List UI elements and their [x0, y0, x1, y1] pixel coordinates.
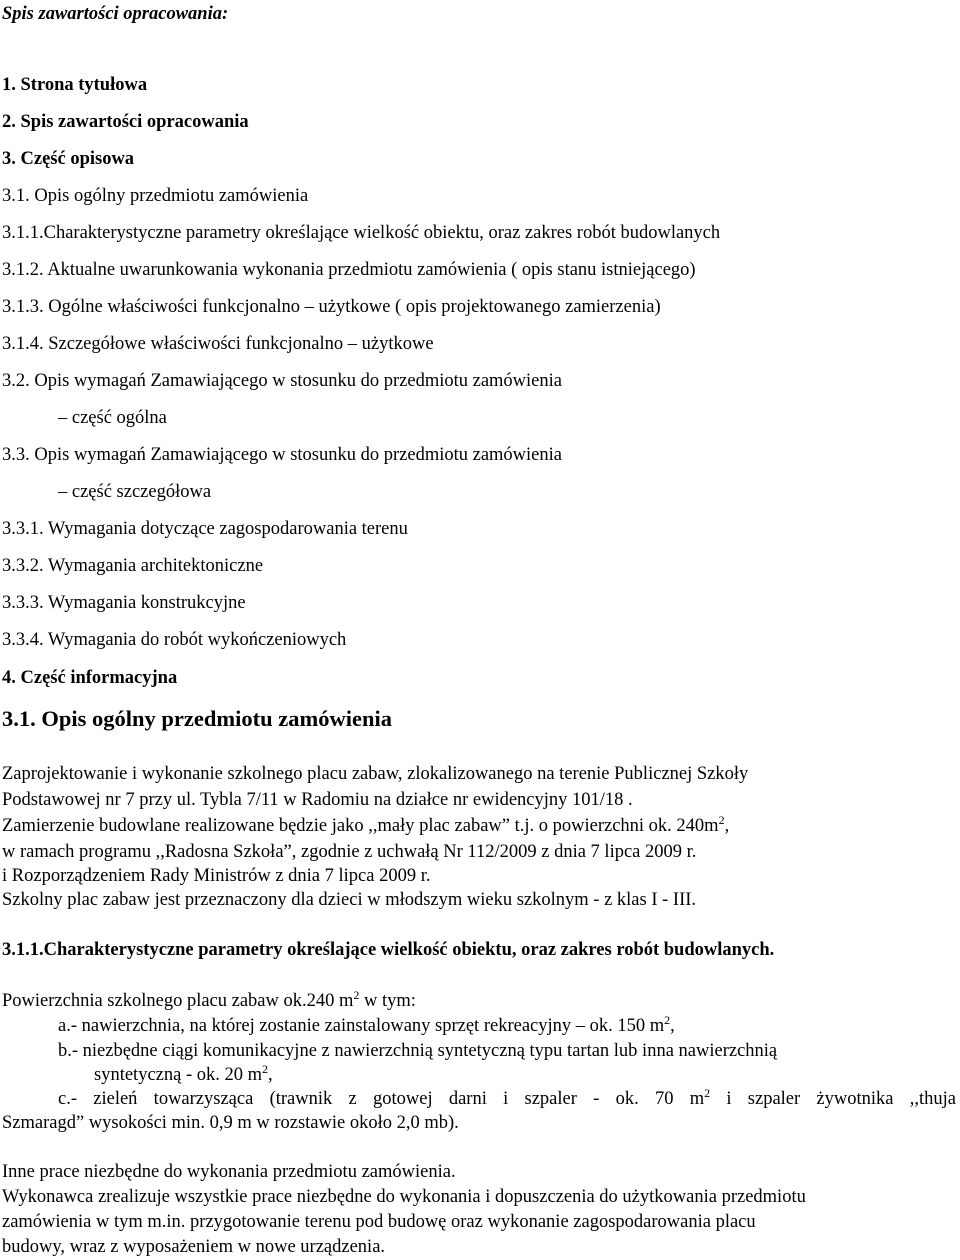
- toc-item: 3.1.4. Szczegółowe właściwości funkcjonalno – użytkowe: [2, 334, 434, 354]
- paragraph-text: i szpaler żywotnika ,,thuja: [710, 1089, 956, 1109]
- paragraph-line: [2, 987, 416, 1012]
- paragraph-line: budowy, wraz z wyposażeniem w nowe urządzenia.: [2, 1237, 386, 1257]
- toc-item: 2. Spis zawartości opracowania: [2, 112, 249, 132]
- superscript: 2: [664, 1012, 671, 1027]
- paragraph-line: Inne prace niezbędne do wykonania przedmiotu zamówienia.: [2, 1162, 456, 1182]
- paragraph-line: w ramach programu ,,Radosna Szkoła”, zgodnie z uchwałą Nr 112/2009 z dnia 7 lipca 2009 r.: [2, 842, 697, 862]
- toc-item: 3.1.3. Ogólne właściwości funkcjonalno – użytkowe ( opis projektowanego zamierzenia): [2, 297, 661, 317]
- superscript: 2: [704, 1085, 711, 1100]
- paragraph-line: i Rozporządzeniem Rady Ministrów z dnia 7 lipca 2009 r.: [2, 866, 431, 886]
- paragraph-text: c.- zieleń towarzysząca (trawnik z gotowej darni i szpaler - ok. 70 m: [58, 1089, 705, 1109]
- list-item-b-cont: [94, 1061, 273, 1086]
- toc-item: 3.3.3. Wymagania konstrukcyjne: [2, 593, 246, 613]
- paragraph-text: ,: [670, 1016, 675, 1036]
- toc-item: – część szczegółowa: [58, 482, 212, 502]
- toc-item: 3.2. Opis wymagań Zamawiającego w stosunku do przedmiotu zamówienia: [2, 371, 562, 391]
- toc-item: 3.3.1. Wymagania dotyczące zagospodarowania terenu: [2, 519, 408, 539]
- paragraph-line: Zaprojektowanie i wykonanie szkolnego placu zabaw, zlokalizowanego na terenie Publicznej Szkoły: [2, 764, 749, 784]
- paragraph-text: syntetyczną - ok. 20 m: [94, 1065, 262, 1085]
- superscript: 2: [262, 1061, 268, 1076]
- paragraph-text: Zamierzenie budowlane realizowane będzie jako ,,mały plac zabaw” t.j. o powierzchni ok. 240m: [2, 816, 719, 836]
- toc-item: 1. Strona tytułowa: [2, 75, 148, 95]
- toc-item: – część ogólna: [58, 408, 167, 428]
- superscript: 2: [718, 812, 725, 827]
- paragraph-line: Podstawowej nr 7 przy ul. Tybla 7/11 w Radomiu na działce nr ewidencyjny 101/18 .: [2, 790, 633, 810]
- paragraph-line: [2, 812, 730, 837]
- toc-item: 3.3. Opis wymagań Zamawiającego w stosunku do przedmiotu zamówienia: [2, 445, 562, 465]
- toc-title: Spis zawartości opracowania:: [2, 4, 229, 24]
- section-heading: 3.1.1.Charakterystyczne parametry określające wielkość obiektu, oraz zakres robót budowlanych.: [2, 940, 775, 960]
- superscript: 2: [353, 987, 360, 1002]
- paragraph-text: w tym:: [359, 991, 416, 1011]
- section-heading: 3.1. Opis ogólny przedmiotu zamówienia: [2, 706, 393, 731]
- paragraph-text: Powierzchnia szkolnego placu zabaw ok.240 m: [2, 991, 354, 1011]
- list-item-c: [58, 1085, 956, 1110]
- toc-item: 3.1.1.Charakterystyczne parametry określające wielkość obiektu, oraz zakres robót budowlanych: [2, 223, 721, 243]
- toc-item: 3.3.4. Wymagania do robót wykończeniowych: [2, 630, 347, 650]
- paragraph-line: zamówienia w tym m.in. przygotowanie terenu pod budowę oraz wykonanie zagospodarowania placu: [2, 1212, 756, 1232]
- toc-item: 3. Część opisowa: [2, 149, 135, 169]
- list-item-b: b.- niezbędne ciągi komunikacyjne z nawierzchnią syntetyczną typu tartan lub inna nawierzchnią: [58, 1041, 778, 1061]
- paragraph-text: ,: [268, 1065, 273, 1085]
- toc-item: 3.1. Opis ogólny przedmiotu zamówienia: [2, 186, 309, 206]
- paragraph-text: a.- nawierzchnia, na której zostanie zainstalowany sprzęt rekreacyjny – ok. 150 m: [58, 1016, 665, 1036]
- paragraph-line: Szkolny plac zabaw jest przeznaczony dla dzieci w młodszym wieku szkolnym - z klas I - III.: [2, 890, 697, 910]
- toc-item: 3.1.2. Aktualne uwarunkowania wykonania przedmiotu zamówienia ( opis stanu istniejącego): [2, 260, 696, 280]
- list-item-a: [58, 1012, 675, 1037]
- list-item-c-cont: Szmaragd” wysokości min. 0,9 m w rozstawie około 2,0 mb).: [2, 1113, 459, 1133]
- toc-item: 3.3.2. Wymagania architektoniczne: [2, 556, 264, 576]
- paragraph-text: ,: [724, 816, 730, 836]
- toc-item: 4. Część informacyjna: [2, 668, 178, 688]
- paragraph-line: Wykonawca zrealizuje wszystkie prace niezbędne do wykonania i dopuszczenia do użytkowania przedmiotu: [2, 1187, 806, 1207]
